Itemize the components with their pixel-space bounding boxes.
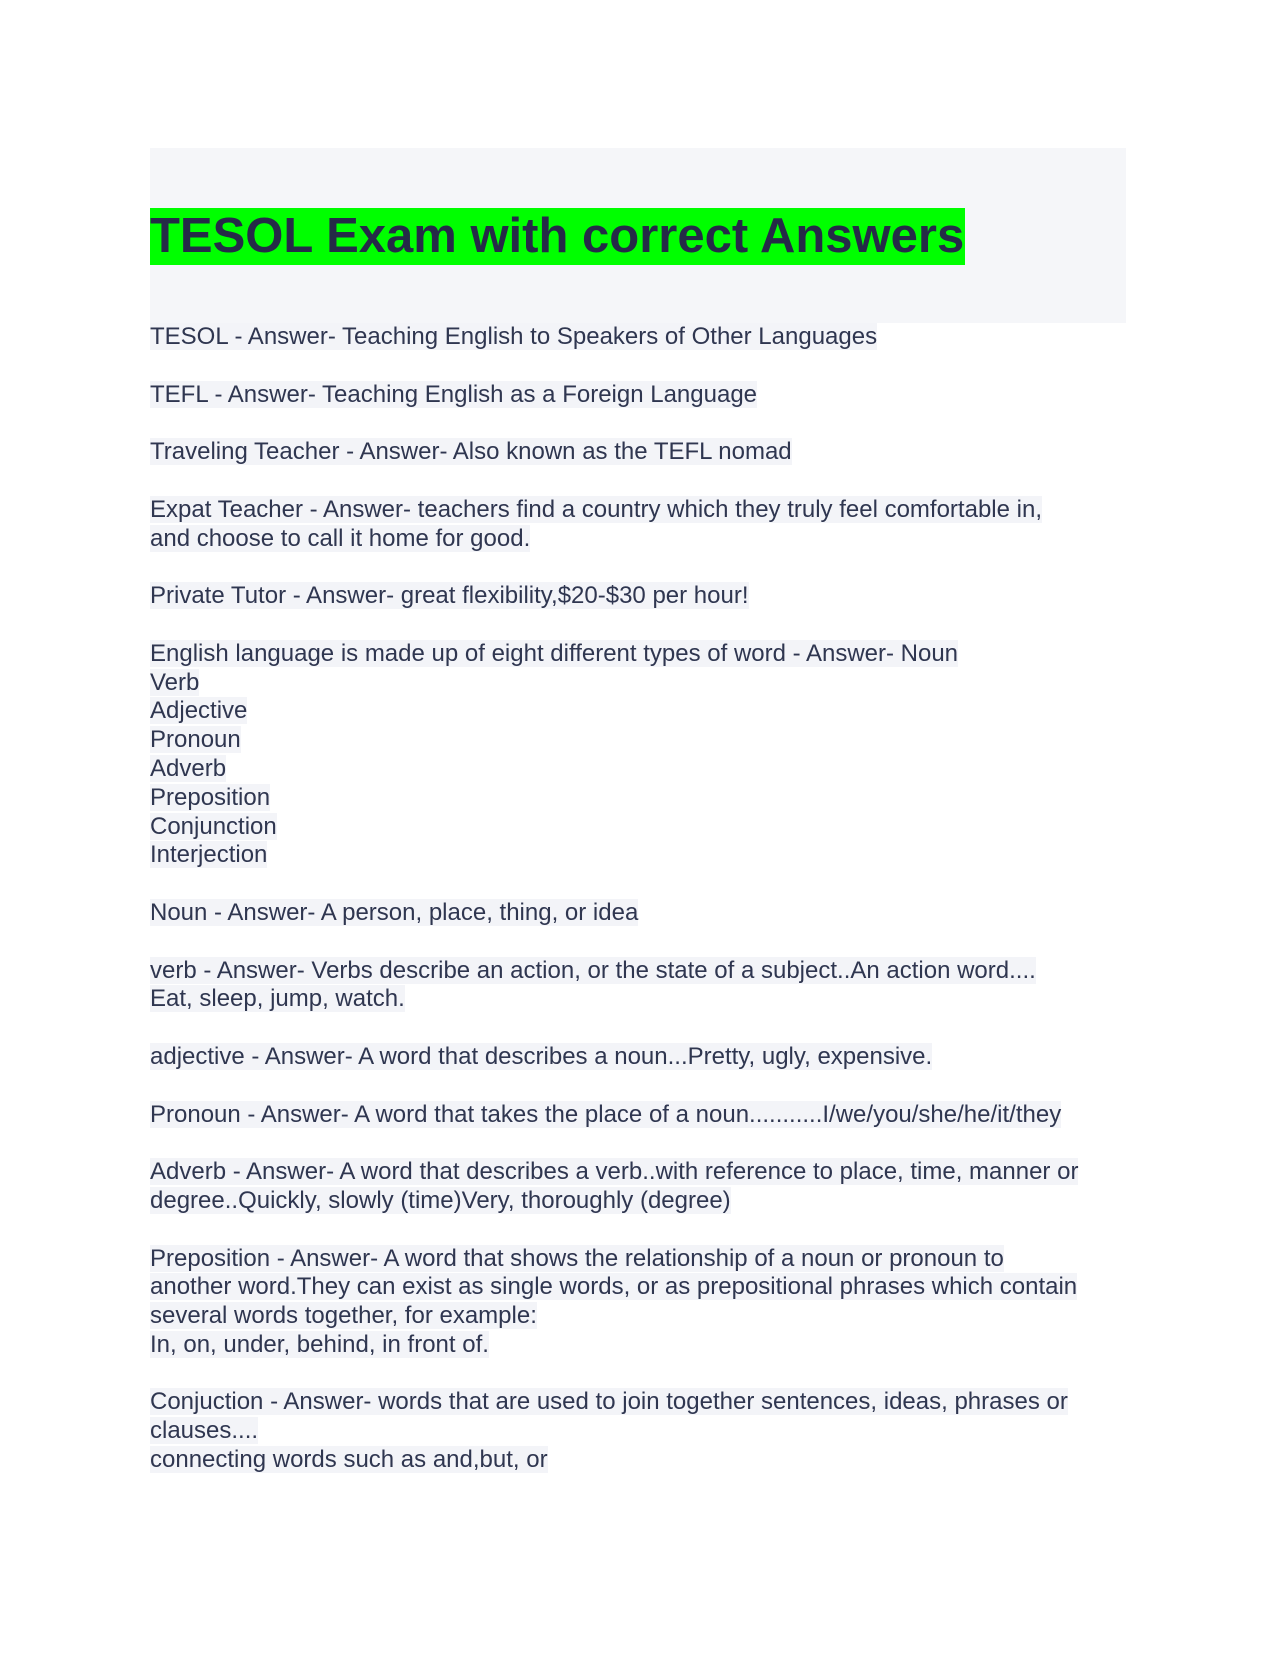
document-page (150, 148, 1126, 1504)
qa-entry: verb - Answer- Verbs describe an action, or the state of a subject..An action word.... Eat, sleep, jump, watch. (150, 956, 1036, 1013)
qa-entry: Private Tutor - Answer- great flexibility,$20-$30 per hour! (150, 582, 749, 610)
qa-entry: Expat Teacher - Answer- teachers find a country which they truly feel comfortable in, and choose to call it home for good. (150, 495, 1042, 552)
qa-entry: TESOL - Answer- Teaching English to Speakers of Other Languages (150, 323, 878, 350)
qa-entry: Conjuction - Answer- words that are used to join together sentences, ideas, phrases or clauses.... connecting words such as and,but, or (150, 1388, 1068, 1474)
qa-entry: Adverb - Answer- A word that describes a verb..with reference to place, time, manner or degree..Quickly, slowly (time)Very, thoroughly (degree) (150, 1158, 1079, 1214)
qa-entry: Pronoun - Answer- A word that takes the place of a noun...........I/we/you/she/he/it/they (150, 1100, 1062, 1128)
qa-entry: Preposition - Answer- A word that shows the relationship of a noun or pronoun to another word.They can exist as single words, or as prepositional phrases which contain several words together, for example: In, on, under, behind, in front of. (150, 1244, 1078, 1358)
qa-list (150, 323, 1126, 1475)
title-block (150, 148, 1126, 323)
qa-entry: English language is made up of eight different types of word - Answer- Noun Verb Adjective Pronoun Adverb Preposition Conjunction Interjection (150, 639, 959, 869)
page-title: TESOL Exam with correct Answers (150, 209, 965, 263)
qa-entry: Traveling Teacher - Answer- Also known as the TEFL nomad (150, 438, 792, 466)
qa-entry: TEFL - Answer- Teaching English as a Foreign Language (150, 380, 758, 408)
qa-entry: adjective - Answer- A word that describes a noun...Pretty, ugly, expensive. (150, 1042, 933, 1070)
qa-entry: Noun - Answer- A person, place, thing, or idea (150, 898, 639, 926)
